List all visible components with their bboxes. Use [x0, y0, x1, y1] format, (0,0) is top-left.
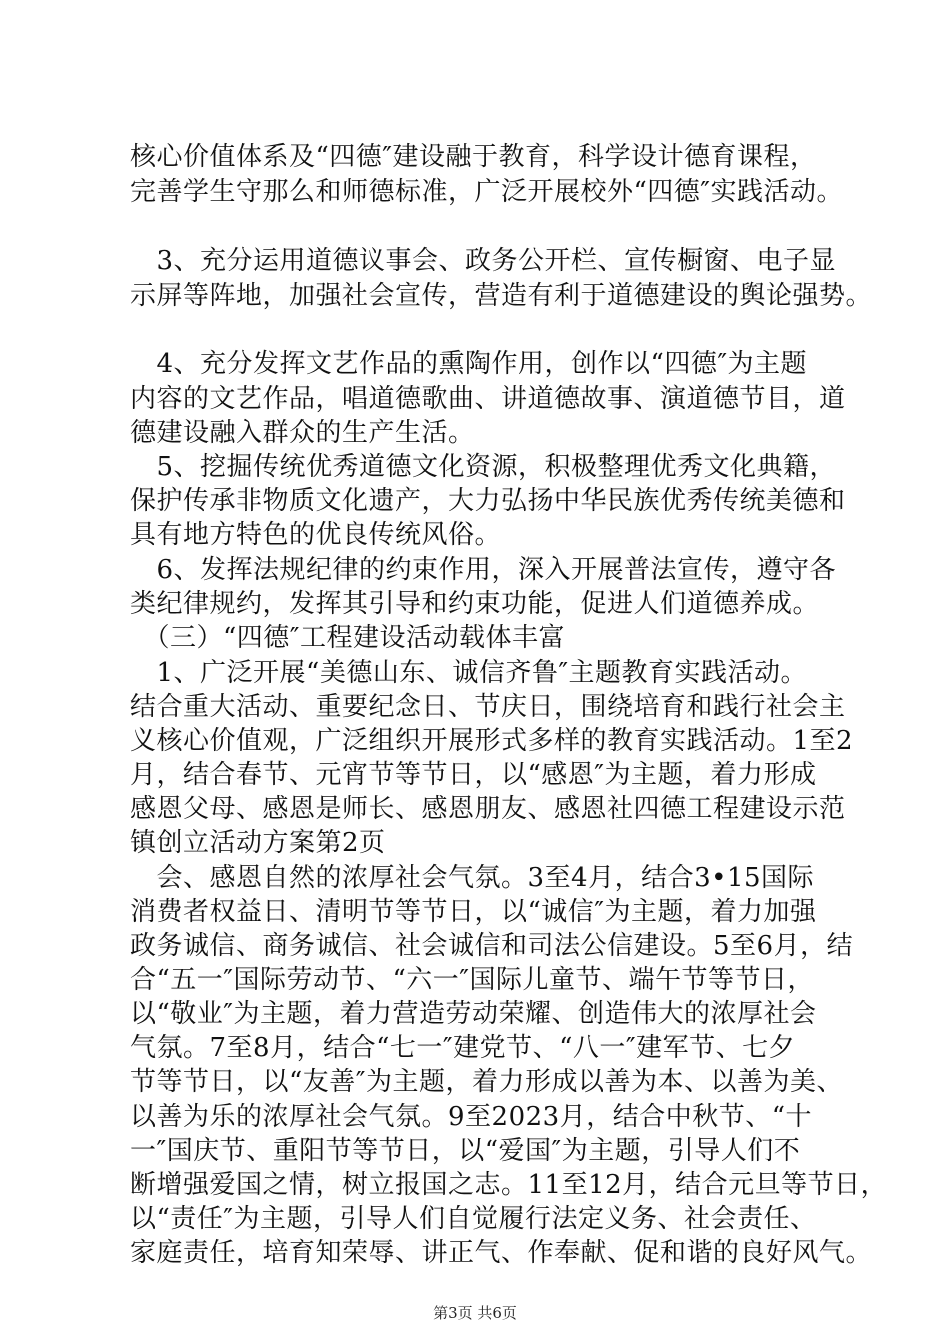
text-line: 政务诚信、商务诚信、社会诚信和司法公信建设。5至6月，结 — [130, 931, 854, 961]
text-line: 以“责任″为主题，引导人们自觉履行法定义务、社会责任、 — [130, 1204, 817, 1234]
text-line: 核心价值体系及“四德″建设融于教育，科学设计德育课程， — [130, 142, 817, 172]
text-line: 3、充分运用道德议事会、政务公开栏、宣传橱窗、电子显 — [130, 246, 837, 276]
text-line: 德建设融入群众的生产生活。 — [130, 418, 475, 448]
text-line: 感恩父母、感恩是师长、感恩朋友、感恩社四德工程建设示范 — [130, 794, 846, 824]
text-line: 节等节日，以“友善″为主题，着力形成以善为本、以善为美、 — [130, 1067, 844, 1097]
text-line: 气氛。7至8月，结合“七一″建党节、“八一″建军节、七夕 — [130, 1033, 796, 1063]
text-line: 消费者权益日、清明节等节日，以“诚信″为主题，着力加强 — [130, 897, 817, 927]
text-line: 5、挖掘传统优秀道德文化资源，积极整理优秀文化典籍， — [130, 452, 837, 482]
text-line: 以善为乐的浓厚社会气氛。9至2023月，结合中秋节、“十 — [130, 1102, 813, 1132]
text-line: 义核心价值观，广泛组织开展形式多样的教育实践活动。1至2 — [130, 726, 854, 756]
text-line: 具有地方特色的优良传统风俗。 — [130, 520, 502, 550]
text-line: 断增强爱国之情，树立报国之志。11至12月，结合元旦等节日， — [130, 1170, 888, 1200]
text-line: 月，结合春节、元宵节等节日，以“感恩″为主题，着力形成 — [130, 760, 817, 790]
text-line: 合“五一″国际劳动节、“六一″国际儿童节、端午节等节日， — [130, 965, 815, 995]
text-line: 以“敬业″为主题，着力营造劳动荣耀、创造伟大的浓厚社会 — [130, 999, 817, 1029]
text-line: 家庭责任，培育知荣辱、讲正气、作奉献、促和谐的良好风气。 — [130, 1238, 873, 1268]
text-line: 4、充分发挥文艺作品的熏陶作用，创作以“四德″为主题 — [130, 349, 808, 379]
text-line: 保护传承非物质文化遗产，大力弘扬中华民族优秀传统美德和 — [130, 486, 846, 516]
section-heading: （三）“四德″工程建设活动载体丰富 — [130, 623, 566, 653]
text-line: 结合重大活动、重要纪念日、节庆日，围绕培育和践行社会主 — [130, 692, 846, 722]
text-line: 完善学生守那么和师德标准，广泛开展校外“四德″实践活动。 — [130, 177, 844, 207]
text-line: 6、发挥法规纪律的约束作用，深入开展普法宣传，遵守各 — [130, 555, 837, 585]
text-line: 1、广泛开展“美德山东、诚信齐鲁″主题教育实践活动。 — [130, 658, 808, 688]
text-line: 内容的文艺作品，唱道德歌曲、讲道德故事、演道德节目，道 — [130, 384, 846, 414]
text-line: 类纪律规约，发挥其引导和约束功能，促进人们道德养成。 — [130, 589, 820, 619]
text-line: 镇创立活动方案第2页 — [130, 828, 386, 858]
text-line: 会、感恩自然的浓厚社会气氛。3至4月，结合3•15国际 — [130, 863, 815, 893]
page-number: 第3页 共6页 — [433, 1304, 517, 1322]
text-line: 示屏等阵地，加强社会宣传，营造有利于道德建设的舆论强势。 — [130, 281, 873, 311]
text-line: 一″国庆节、重阳节等节日，以“爱国″为主题，引导人们不 — [130, 1136, 801, 1166]
